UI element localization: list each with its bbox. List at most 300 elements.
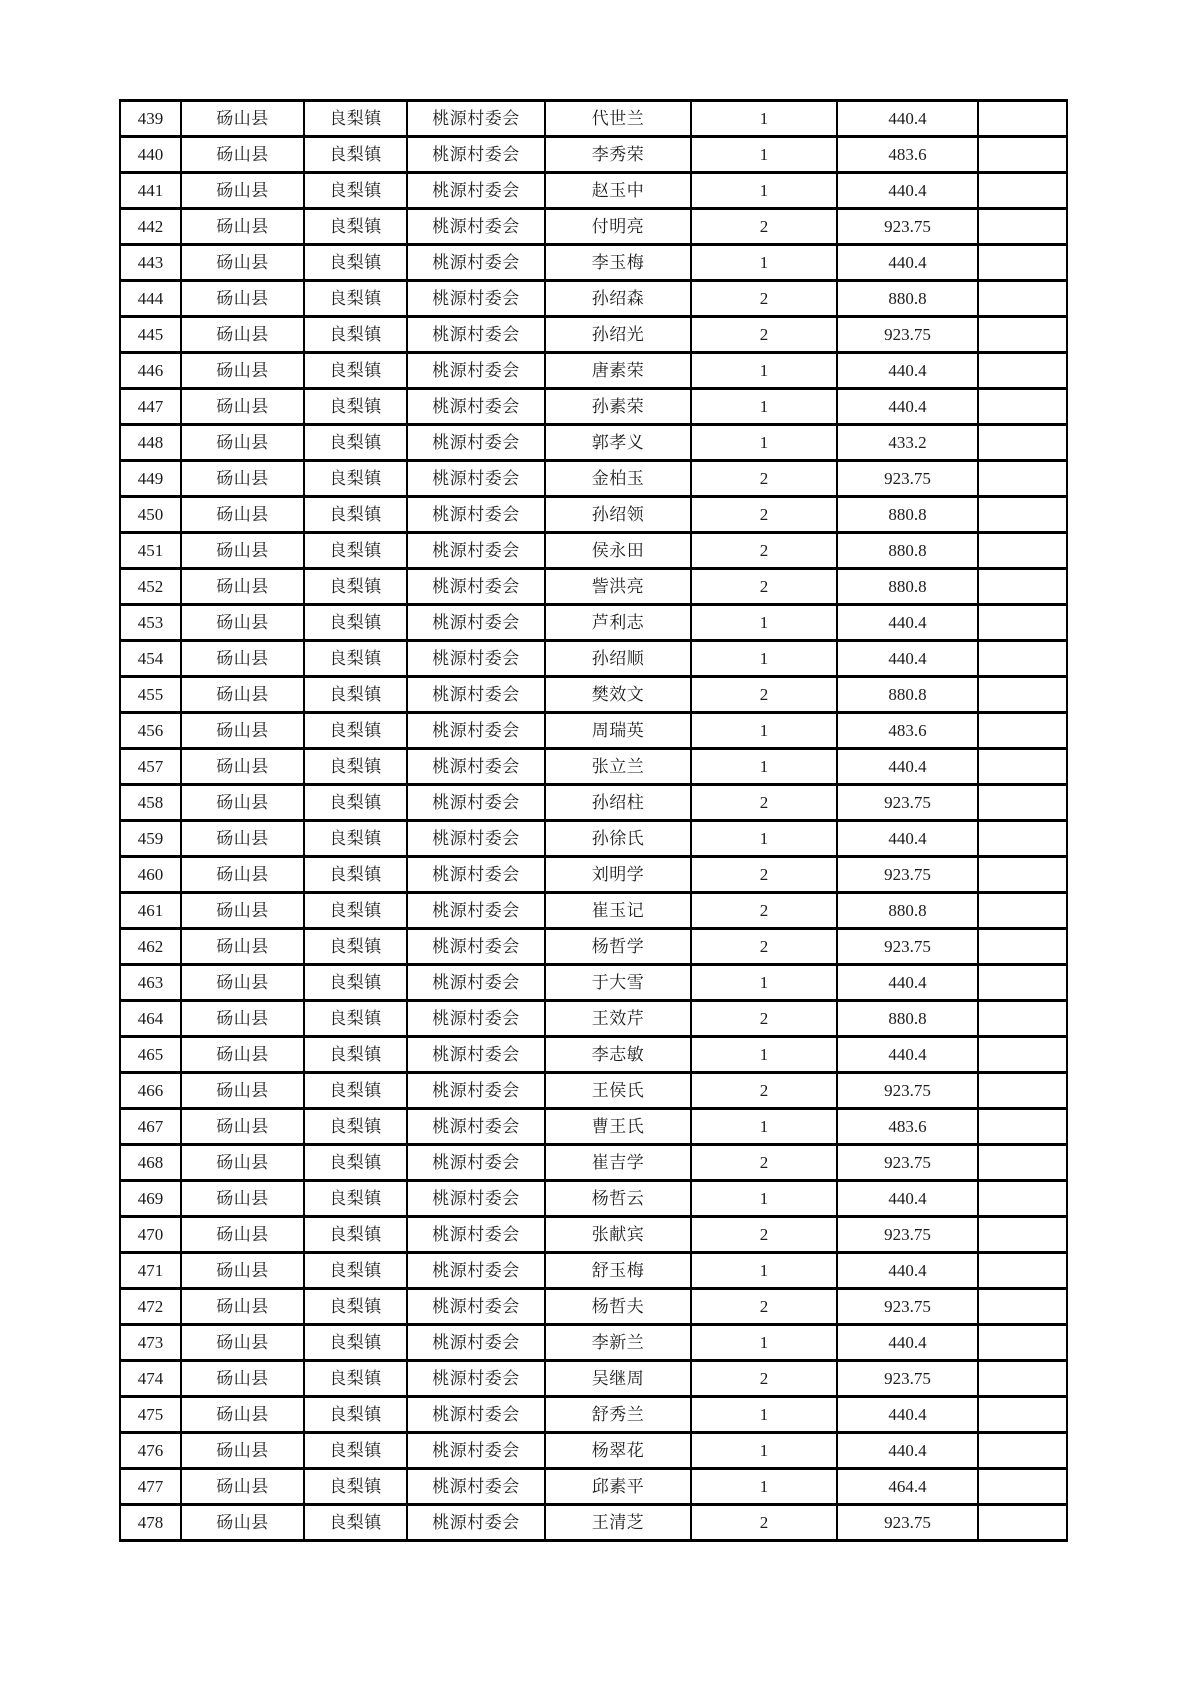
cell-village: 桃源村委会 xyxy=(407,425,545,461)
cell-person-name: 孙绍柱 xyxy=(545,785,691,821)
cell-empty xyxy=(978,1433,1067,1469)
cell-empty xyxy=(978,1397,1067,1433)
cell-county: 砀山县 xyxy=(181,713,304,749)
cell-person-name: 樊效文 xyxy=(545,677,691,713)
table-row xyxy=(120,1145,1067,1181)
cell-amount: 440.4 xyxy=(837,1325,978,1361)
cell-town: 良梨镇 xyxy=(304,425,407,461)
cell-county: 砀山县 xyxy=(181,1109,304,1145)
cell-empty xyxy=(978,677,1067,713)
cell-person-name: 代世兰 xyxy=(545,101,691,137)
cell-town: 良梨镇 xyxy=(304,1397,407,1433)
cell-person-name: 郭孝义 xyxy=(545,425,691,461)
cell-person-name: 孙素荣 xyxy=(545,389,691,425)
cell-county: 砀山县 xyxy=(181,929,304,965)
cell-county: 砀山县 xyxy=(181,1253,304,1289)
cell-county: 砀山县 xyxy=(181,893,304,929)
cell-person-name: 金柏玉 xyxy=(545,461,691,497)
cell-empty xyxy=(978,641,1067,677)
cell-amount: 923.75 xyxy=(837,209,978,245)
cell-village: 桃源村委会 xyxy=(407,353,545,389)
cell-count: 2 xyxy=(691,209,837,245)
cell-person-name: 周瑞英 xyxy=(545,713,691,749)
cell-amount: 440.4 xyxy=(837,1253,978,1289)
cell-row-number: 471 xyxy=(120,1253,181,1289)
cell-village: 桃源村委会 xyxy=(407,749,545,785)
cell-village: 桃源村委会 xyxy=(407,1433,545,1469)
cell-village: 桃源村委会 xyxy=(407,209,545,245)
cell-count: 1 xyxy=(691,1181,837,1217)
table-row xyxy=(120,1325,1067,1361)
cell-count: 2 xyxy=(691,317,837,353)
cell-town: 良梨镇 xyxy=(304,1001,407,1037)
table-row xyxy=(120,1217,1067,1253)
cell-empty xyxy=(978,1037,1067,1073)
cell-amount: 880.8 xyxy=(837,893,978,929)
cell-person-name: 孙绍光 xyxy=(545,317,691,353)
cell-count: 2 xyxy=(691,1289,837,1325)
cell-amount: 923.75 xyxy=(837,929,978,965)
subsidy-table xyxy=(119,99,1068,1542)
cell-count: 1 xyxy=(691,1469,837,1505)
cell-count: 2 xyxy=(691,281,837,317)
cell-village: 桃源村委会 xyxy=(407,1109,545,1145)
table-row xyxy=(120,353,1067,389)
cell-county: 砀山县 xyxy=(181,245,304,281)
cell-amount: 440.4 xyxy=(837,965,978,1001)
table-row xyxy=(120,1505,1067,1541)
cell-count: 1 xyxy=(691,1253,837,1289)
cell-county: 砀山县 xyxy=(181,497,304,533)
table-row xyxy=(120,137,1067,173)
cell-person-name: 王清芝 xyxy=(545,1505,691,1541)
table-row xyxy=(120,1397,1067,1433)
cell-row-number: 458 xyxy=(120,785,181,821)
table-row xyxy=(120,605,1067,641)
table-row xyxy=(120,1253,1067,1289)
table-row xyxy=(120,1037,1067,1073)
cell-empty xyxy=(978,605,1067,641)
cell-count: 1 xyxy=(691,353,837,389)
cell-person-name: 芦利志 xyxy=(545,605,691,641)
cell-row-number: 474 xyxy=(120,1361,181,1397)
cell-person-name: 孙绍森 xyxy=(545,281,691,317)
cell-empty xyxy=(978,209,1067,245)
cell-empty xyxy=(978,965,1067,1001)
cell-count: 1 xyxy=(691,137,837,173)
cell-empty xyxy=(978,1109,1067,1145)
table-row xyxy=(120,281,1067,317)
cell-amount: 464.4 xyxy=(837,1469,978,1505)
cell-village: 桃源村委会 xyxy=(407,785,545,821)
cell-village: 桃源村委会 xyxy=(407,137,545,173)
cell-village: 桃源村委会 xyxy=(407,533,545,569)
table-row xyxy=(120,749,1067,785)
cell-town: 良梨镇 xyxy=(304,137,407,173)
cell-town: 良梨镇 xyxy=(304,749,407,785)
cell-county: 砀山县 xyxy=(181,353,304,389)
cell-row-number: 455 xyxy=(120,677,181,713)
cell-amount: 483.6 xyxy=(837,1109,978,1145)
table-row xyxy=(120,965,1067,1001)
cell-row-number: 447 xyxy=(120,389,181,425)
cell-count: 1 xyxy=(691,1109,837,1145)
cell-amount: 923.75 xyxy=(837,1073,978,1109)
cell-person-name: 王侯氏 xyxy=(545,1073,691,1109)
cell-count: 2 xyxy=(691,533,837,569)
cell-row-number: 443 xyxy=(120,245,181,281)
cell-town: 良梨镇 xyxy=(304,1145,407,1181)
cell-row-number: 468 xyxy=(120,1145,181,1181)
cell-row-number: 450 xyxy=(120,497,181,533)
cell-person-name: 张立兰 xyxy=(545,749,691,785)
cell-village: 桃源村委会 xyxy=(407,713,545,749)
cell-village: 桃源村委会 xyxy=(407,1361,545,1397)
cell-village: 桃源村委会 xyxy=(407,929,545,965)
cell-empty xyxy=(978,1505,1067,1541)
cell-village: 桃源村委会 xyxy=(407,173,545,209)
cell-row-number: 442 xyxy=(120,209,181,245)
cell-count: 2 xyxy=(691,1217,837,1253)
cell-amount: 440.4 xyxy=(837,353,978,389)
cell-amount: 440.4 xyxy=(837,1037,978,1073)
cell-county: 砀山县 xyxy=(181,749,304,785)
cell-town: 良梨镇 xyxy=(304,641,407,677)
cell-row-number: 478 xyxy=(120,1505,181,1541)
cell-person-name: 李新兰 xyxy=(545,1325,691,1361)
cell-county: 砀山县 xyxy=(181,101,304,137)
table-row xyxy=(120,1433,1067,1469)
cell-amount: 923.75 xyxy=(837,317,978,353)
cell-empty xyxy=(978,1073,1067,1109)
cell-county: 砀山县 xyxy=(181,137,304,173)
cell-row-number: 448 xyxy=(120,425,181,461)
cell-row-number: 451 xyxy=(120,533,181,569)
cell-town: 良梨镇 xyxy=(304,929,407,965)
cell-empty xyxy=(978,497,1067,533)
cell-person-name: 杨哲学 xyxy=(545,929,691,965)
cell-count: 1 xyxy=(691,821,837,857)
cell-county: 砀山县 xyxy=(181,533,304,569)
cell-empty xyxy=(978,749,1067,785)
cell-count: 2 xyxy=(691,677,837,713)
cell-town: 良梨镇 xyxy=(304,245,407,281)
cell-village: 桃源村委会 xyxy=(407,1397,545,1433)
cell-empty xyxy=(978,1181,1067,1217)
cell-county: 砀山县 xyxy=(181,425,304,461)
cell-county: 砀山县 xyxy=(181,821,304,857)
cell-person-name: 于大雪 xyxy=(545,965,691,1001)
cell-count: 1 xyxy=(691,1037,837,1073)
cell-row-number: 456 xyxy=(120,713,181,749)
cell-amount: 923.75 xyxy=(837,1217,978,1253)
cell-row-number: 470 xyxy=(120,1217,181,1253)
cell-village: 桃源村委会 xyxy=(407,1001,545,1037)
cell-count: 1 xyxy=(691,1325,837,1361)
cell-county: 砀山县 xyxy=(181,1505,304,1541)
cell-amount: 923.75 xyxy=(837,1289,978,1325)
cell-amount: 483.6 xyxy=(837,137,978,173)
cell-town: 良梨镇 xyxy=(304,569,407,605)
cell-town: 良梨镇 xyxy=(304,1037,407,1073)
cell-count: 2 xyxy=(691,461,837,497)
table-row xyxy=(120,929,1067,965)
cell-count: 1 xyxy=(691,1397,837,1433)
cell-person-name: 杨哲夫 xyxy=(545,1289,691,1325)
cell-amount: 483.6 xyxy=(837,713,978,749)
cell-count: 2 xyxy=(691,1145,837,1181)
cell-person-name: 邱素平 xyxy=(545,1469,691,1505)
table-row xyxy=(120,209,1067,245)
table-row xyxy=(120,1073,1067,1109)
cell-town: 良梨镇 xyxy=(304,389,407,425)
cell-county: 砀山县 xyxy=(181,1289,304,1325)
cell-row-number: 473 xyxy=(120,1325,181,1361)
cell-village: 桃源村委会 xyxy=(407,605,545,641)
cell-empty xyxy=(978,821,1067,857)
cell-count: 1 xyxy=(691,425,837,461)
cell-count: 1 xyxy=(691,641,837,677)
cell-village: 桃源村委会 xyxy=(407,1181,545,1217)
cell-count: 2 xyxy=(691,785,837,821)
cell-empty xyxy=(978,785,1067,821)
cell-row-number: 454 xyxy=(120,641,181,677)
cell-county: 砀山县 xyxy=(181,1217,304,1253)
cell-empty xyxy=(978,173,1067,209)
cell-empty xyxy=(978,1289,1067,1325)
cell-row-number: 440 xyxy=(120,137,181,173)
cell-county: 砀山县 xyxy=(181,857,304,893)
cell-town: 良梨镇 xyxy=(304,857,407,893)
cell-person-name: 崔玉记 xyxy=(545,893,691,929)
cell-row-number: 445 xyxy=(120,317,181,353)
cell-count: 1 xyxy=(691,749,837,785)
cell-amount: 433.2 xyxy=(837,425,978,461)
cell-county: 砀山县 xyxy=(181,1433,304,1469)
cell-count: 2 xyxy=(691,1505,837,1541)
cell-village: 桃源村委会 xyxy=(407,101,545,137)
table-row xyxy=(120,1361,1067,1397)
cell-count: 1 xyxy=(691,245,837,281)
cell-count: 2 xyxy=(691,1361,837,1397)
cell-row-number: 462 xyxy=(120,929,181,965)
cell-town: 良梨镇 xyxy=(304,461,407,497)
cell-count: 2 xyxy=(691,857,837,893)
cell-row-number: 459 xyxy=(120,821,181,857)
cell-count: 1 xyxy=(691,389,837,425)
cell-amount: 440.4 xyxy=(837,605,978,641)
cell-person-name: 崔吉学 xyxy=(545,1145,691,1181)
cell-amount: 440.4 xyxy=(837,749,978,785)
cell-amount: 923.75 xyxy=(837,461,978,497)
cell-empty xyxy=(978,893,1067,929)
cell-empty xyxy=(978,1325,1067,1361)
cell-empty xyxy=(978,929,1067,965)
cell-person-name: 訾洪亮 xyxy=(545,569,691,605)
cell-town: 良梨镇 xyxy=(304,1181,407,1217)
cell-county: 砀山县 xyxy=(181,569,304,605)
cell-count: 1 xyxy=(691,713,837,749)
cell-amount: 440.4 xyxy=(837,821,978,857)
cell-count: 1 xyxy=(691,605,837,641)
cell-county: 砀山县 xyxy=(181,605,304,641)
cell-town: 良梨镇 xyxy=(304,785,407,821)
cell-village: 桃源村委会 xyxy=(407,569,545,605)
table-row xyxy=(120,1001,1067,1037)
cell-village: 桃源村委会 xyxy=(407,641,545,677)
table-row xyxy=(120,893,1067,929)
table-row xyxy=(120,713,1067,749)
table-row xyxy=(120,677,1067,713)
cell-town: 良梨镇 xyxy=(304,209,407,245)
cell-town: 良梨镇 xyxy=(304,173,407,209)
cell-county: 砀山县 xyxy=(181,1001,304,1037)
cell-row-number: 466 xyxy=(120,1073,181,1109)
cell-town: 良梨镇 xyxy=(304,1469,407,1505)
cell-town: 良梨镇 xyxy=(304,677,407,713)
cell-village: 桃源村委会 xyxy=(407,389,545,425)
cell-count: 1 xyxy=(691,1433,837,1469)
cell-empty xyxy=(978,245,1067,281)
cell-town: 良梨镇 xyxy=(304,713,407,749)
cell-amount: 880.8 xyxy=(837,1001,978,1037)
cell-empty xyxy=(978,461,1067,497)
cell-empty xyxy=(978,317,1067,353)
table-row xyxy=(120,857,1067,893)
cell-row-number: 457 xyxy=(120,749,181,785)
cell-county: 砀山县 xyxy=(181,641,304,677)
cell-person-name: 唐素荣 xyxy=(545,353,691,389)
cell-empty xyxy=(978,1001,1067,1037)
cell-person-name: 王效芹 xyxy=(545,1001,691,1037)
table-row xyxy=(120,1289,1067,1325)
cell-county: 砀山县 xyxy=(181,965,304,1001)
cell-town: 良梨镇 xyxy=(304,1361,407,1397)
cell-person-name: 吴继周 xyxy=(545,1361,691,1397)
table-row xyxy=(120,389,1067,425)
table-row xyxy=(120,1181,1067,1217)
cell-person-name: 张献宾 xyxy=(545,1217,691,1253)
cell-amount: 440.4 xyxy=(837,1433,978,1469)
cell-village: 桃源村委会 xyxy=(407,461,545,497)
table-row xyxy=(120,497,1067,533)
cell-count: 2 xyxy=(691,1001,837,1037)
cell-amount: 440.4 xyxy=(837,1181,978,1217)
cell-town: 良梨镇 xyxy=(304,317,407,353)
cell-person-name: 杨哲云 xyxy=(545,1181,691,1217)
cell-count: 2 xyxy=(691,569,837,605)
cell-county: 砀山县 xyxy=(181,1325,304,1361)
cell-empty xyxy=(978,353,1067,389)
cell-amount: 880.8 xyxy=(837,569,978,605)
cell-village: 桃源村委会 xyxy=(407,1037,545,1073)
cell-count: 1 xyxy=(691,173,837,209)
table-row xyxy=(120,641,1067,677)
cell-town: 良梨镇 xyxy=(304,605,407,641)
cell-empty xyxy=(978,569,1067,605)
cell-count: 2 xyxy=(691,497,837,533)
cell-village: 桃源村委会 xyxy=(407,1145,545,1181)
cell-row-number: 460 xyxy=(120,857,181,893)
cell-row-number: 453 xyxy=(120,605,181,641)
cell-row-number: 465 xyxy=(120,1037,181,1073)
cell-person-name: 舒秀兰 xyxy=(545,1397,691,1433)
cell-amount: 923.75 xyxy=(837,857,978,893)
cell-town: 良梨镇 xyxy=(304,1109,407,1145)
cell-person-name: 李志敏 xyxy=(545,1037,691,1073)
cell-amount: 923.75 xyxy=(837,1505,978,1541)
cell-county: 砀山县 xyxy=(181,677,304,713)
cell-amount: 880.8 xyxy=(837,533,978,569)
cell-village: 桃源村委会 xyxy=(407,1253,545,1289)
cell-village: 桃源村委会 xyxy=(407,317,545,353)
cell-row-number: 439 xyxy=(120,101,181,137)
cell-town: 良梨镇 xyxy=(304,497,407,533)
cell-row-number: 452 xyxy=(120,569,181,605)
table-row xyxy=(120,425,1067,461)
cell-village: 桃源村委会 xyxy=(407,857,545,893)
cell-empty xyxy=(978,1217,1067,1253)
cell-person-name: 李秀荣 xyxy=(545,137,691,173)
cell-county: 砀山县 xyxy=(181,1469,304,1505)
table-row xyxy=(120,821,1067,857)
cell-person-name: 付明亮 xyxy=(545,209,691,245)
cell-person-name: 刘明学 xyxy=(545,857,691,893)
cell-village: 桃源村委会 xyxy=(407,1217,545,1253)
cell-county: 砀山县 xyxy=(181,389,304,425)
cell-row-number: 476 xyxy=(120,1433,181,1469)
cell-town: 良梨镇 xyxy=(304,281,407,317)
cell-town: 良梨镇 xyxy=(304,965,407,1001)
cell-row-number: 449 xyxy=(120,461,181,497)
cell-person-name: 曹王氏 xyxy=(545,1109,691,1145)
cell-row-number: 477 xyxy=(120,1469,181,1505)
cell-town: 良梨镇 xyxy=(304,353,407,389)
cell-village: 桃源村委会 xyxy=(407,1289,545,1325)
cell-person-name: 赵玉中 xyxy=(545,173,691,209)
cell-county: 砀山县 xyxy=(181,173,304,209)
cell-empty xyxy=(978,1253,1067,1289)
cell-county: 砀山县 xyxy=(181,785,304,821)
cell-amount: 923.75 xyxy=(837,1361,978,1397)
table-body xyxy=(120,101,1067,1541)
cell-amount: 440.4 xyxy=(837,173,978,209)
cell-county: 砀山县 xyxy=(181,281,304,317)
cell-village: 桃源村委会 xyxy=(407,677,545,713)
cell-empty xyxy=(978,1145,1067,1181)
cell-county: 砀山县 xyxy=(181,1145,304,1181)
table-row xyxy=(120,245,1067,281)
cell-empty xyxy=(978,389,1067,425)
cell-row-number: 475 xyxy=(120,1397,181,1433)
cell-village: 桃源村委会 xyxy=(407,1325,545,1361)
cell-amount: 880.8 xyxy=(837,677,978,713)
cell-empty xyxy=(978,713,1067,749)
cell-town: 良梨镇 xyxy=(304,821,407,857)
cell-county: 砀山县 xyxy=(181,317,304,353)
cell-town: 良梨镇 xyxy=(304,1253,407,1289)
cell-town: 良梨镇 xyxy=(304,101,407,137)
cell-town: 良梨镇 xyxy=(304,533,407,569)
cell-village: 桃源村委会 xyxy=(407,893,545,929)
cell-village: 桃源村委会 xyxy=(407,497,545,533)
cell-town: 良梨镇 xyxy=(304,1217,407,1253)
cell-empty xyxy=(978,101,1067,137)
cell-person-name: 杨翠花 xyxy=(545,1433,691,1469)
cell-count: 2 xyxy=(691,893,837,929)
cell-village: 桃源村委会 xyxy=(407,821,545,857)
cell-county: 砀山县 xyxy=(181,1037,304,1073)
